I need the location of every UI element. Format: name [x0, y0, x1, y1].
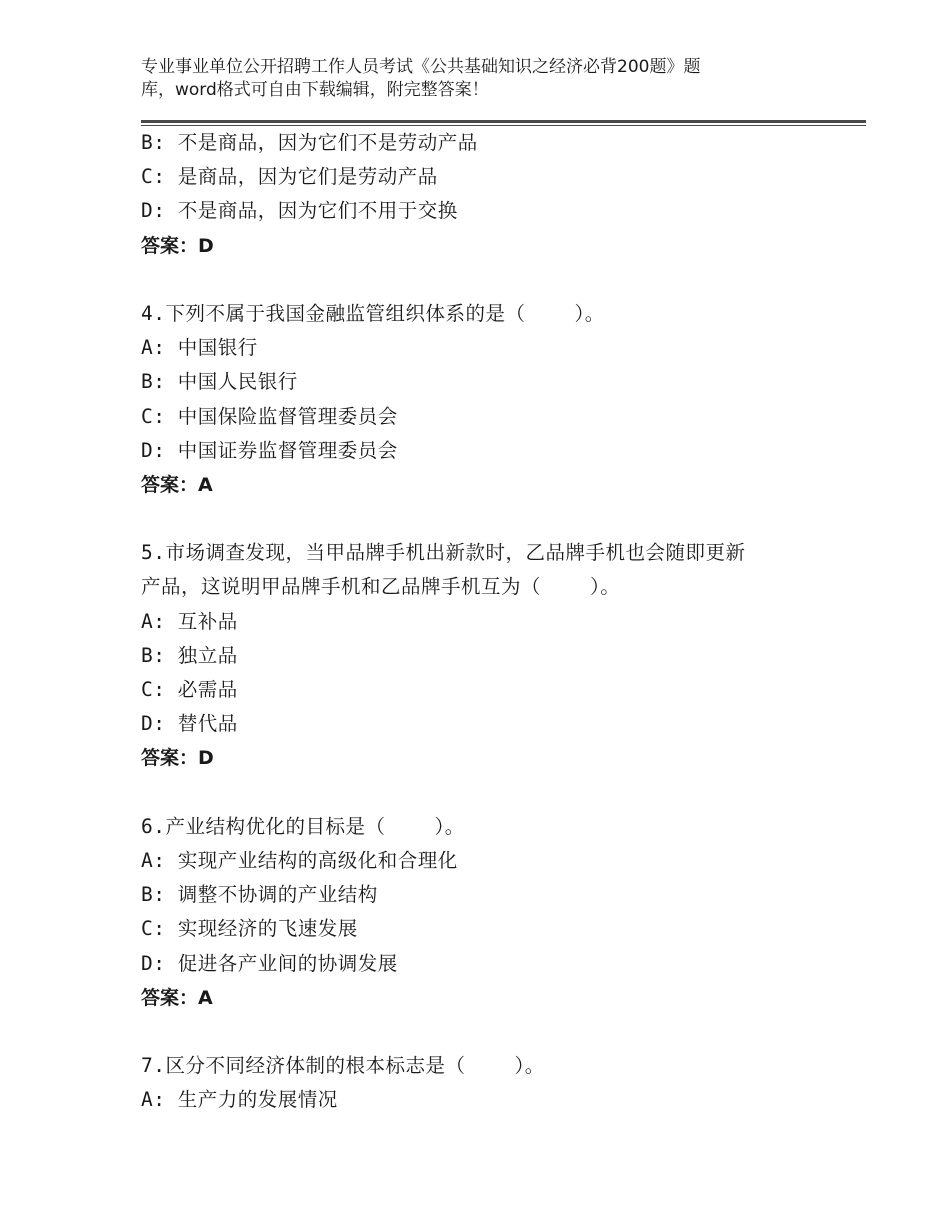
q6-option-b: B: 调整不协调的产业结构	[141, 883, 378, 907]
q6-option-c: C: 实现经济的飞速发展	[141, 917, 358, 941]
header-line-2: 库，word格式可自由下载编辑，附完整答案！	[141, 80, 489, 100]
document-header	[141, 56, 821, 102]
spacer	[141, 776, 821, 810]
q6-question: 6.产业结构优化的目标是（ ）。	[141, 814, 465, 838]
q6-option-a: A: 实现产业结构的高级化和合理化	[141, 848, 458, 872]
question-list	[141, 126, 821, 1117]
q6-answer: 答案：A	[141, 986, 213, 1009]
q5-option-b: B: 独立品	[141, 643, 238, 667]
q7-option-a: A: 生产力的发展情况	[141, 1088, 338, 1112]
q5-question-line-2: 产品，这说明甲品牌手机和乙品牌手机互为（ ）。	[141, 575, 621, 599]
q5-option-a: A: 互补品	[141, 609, 238, 633]
q4-question: 4.下列不属于我国金融监管组织体系的是（ ）。	[141, 301, 605, 325]
q5-option-d: D: 替代品	[141, 712, 238, 736]
header-line-1: 专业事业单位公开招聘工作人员考试《公共基础知识之经济必背200题》题	[141, 57, 701, 77]
q4-option-c: C: 中国保险监督管理委员会	[141, 404, 398, 428]
header-rule-thick	[141, 120, 866, 123]
q4-option-b: B: 中国人民银行	[141, 370, 298, 394]
spacer	[141, 502, 821, 536]
q3-option-c: C: 是商品，因为它们是劳动产品	[141, 165, 438, 189]
q6-option-d: D: 促进各产业间的协调发展	[141, 951, 398, 975]
q3-answer: 答案：D	[141, 234, 214, 257]
q7-question: 7.区分不同经济体制的根本标志是（ ）。	[141, 1054, 545, 1078]
q4-answer: 答案：A	[141, 473, 213, 496]
q5-answer: 答案：D	[141, 747, 214, 770]
spacer	[141, 263, 821, 297]
q3-option-b: B: 不是商品，因为它们不是劳动产品	[141, 131, 478, 154]
spacer	[141, 1015, 821, 1049]
q5-option-c: C: 必需品	[141, 678, 238, 701]
q4-option-a: A: 中国银行	[141, 336, 258, 360]
q4-option-d: D: 中国证券监督管理委员会	[141, 438, 398, 462]
q3-option-d: D: 不是商品，因为它们不用于交换	[141, 199, 458, 223]
q5-question-line-1: 5.市场调查发现，当甲品牌手机出新款时，乙品牌手机也会随即更新	[141, 541, 746, 565]
